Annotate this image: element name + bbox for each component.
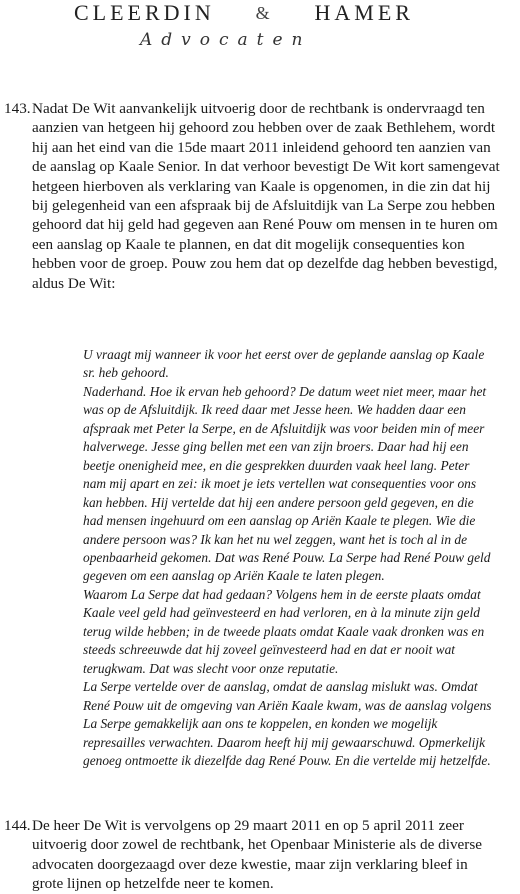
testimony-quote bbox=[83, 346, 493, 770]
firm-name bbox=[74, 0, 414, 26]
firm-name-left: CLEERDIN bbox=[74, 0, 215, 25]
firm-name-right: HAMER bbox=[314, 0, 414, 25]
paragraph-144 bbox=[0, 816, 500, 894]
quote-paragraph: U vraagt mij wanneer ik voor het eerst over de geplande aanslag op Kaale sr. heb gehoord. bbox=[83, 347, 485, 381]
quote-paragraph: Waarom La Serpe dat had gedaan? Volgens hem in de eerste plaats omdat Kaale veel geld had geïnvesteerd en had verloren, en à la minute zijn geld terug wilde hebben; in de tweede plaats omdat Kaale vaak dronken was en steeds schreeuwde dat hij zoveel geïnvesteerd had en dat er nooit wat terugkwam. Dat was slecht voor onze reputatie. bbox=[83, 586, 485, 676]
paragraph-143 bbox=[0, 99, 500, 293]
letterhead bbox=[0, 0, 520, 56]
quote-paragraph: Naderhand. Hoe ik ervan heb gehoord? De datum weet niet meer, maar het was op de Afsluitdijk. Ik reed daar met Jesse heen. We hadden daar een afspraak met Peter la Serpe, en de Afsluitdijk was voor beiden min of meer halverwege. Jesse ging bellen met een van zijn broers. Daar had hij een beetje onenigheid mee, en die gesprekken duurden vaak heel lang. Peter nam mij apart en zei: ik moet je iets vertellen wat consequenties voor ons kan hebben. Hij vertelde dat hij een andere persoon geld gegeven, en die had mensen ingehuurd om een aanslag op Ariën Kaale te plegen. Wie die andere persoon was? Ik kan het nu wel zeggen, want het is toch al in de openbaarheid gekomen. Dat was René Pouw. La Serpe had René Pouw geld gegeven om een aanslag op Ariën Kaale te laten plegen. bbox=[83, 383, 491, 584]
quote-paragraph: La Serpe vertelde over de aanslag, omdat de aanslag mislukt was. Omdat René Pouw uit de omgeving van Ariën Kaale kwam, was de aanslag volgens La Serpe gemakkelijk aan ons te koppelen, en konden we mogelijk represailles verwachten. Daarom heeft hij mij gewaarschuwd. Opmerkelijk genoeg ontmoette ik diezelfde dag René Pouw. En die vertelde mij hetzelfde. bbox=[83, 679, 492, 768]
firm-logo-icon: & bbox=[255, 2, 274, 23]
paragraph-number: 144. bbox=[4, 817, 31, 834]
paragraph-text: Nadat De Wit aanvankelijk uitvoerig door de rechtbank is ondervraagd ten aanzien van hetgeen hij gehoord zou hebben over de zaak Bethlehem, wordt hij aan het eind van die 15de maart 2011 inleidend gehoord ten aanzien van de aanslag op Kaale Senior. In dat verhoor bevestigt De Wit kort samengevat hetgeen hierboven als verklaring van Kaale is opgenomen, in die zin dat hij bij gelegenheid van een afspraak bij de Afsluitdijk van La Serpe zou hebben gehoord dat hij geld had gegeven aan René Pouw om mensen in te huren om een aanslag op Kaale te plannen, en dat dit mogelijk consequenties kon hebben voor de groep. Pouw zou hem dat op dezelfde dag hebben bevestigd, aldus De Wit: bbox=[32, 100, 500, 292]
firm-subtitle: Advocaten bbox=[140, 30, 312, 50]
paragraph-text: De heer De Wit is vervolgens op 29 maart 2011 en op 5 april 2011 zeer uitvoerig door zowel de rechtbank, het Openbaar Ministerie als de diverse advocaten doorgezaagd over deze kwestie, maar zijn verklaring bleef in grote lijnen op hetzelfde neer te komen. bbox=[32, 817, 482, 893]
paragraph-number: 143. bbox=[4, 100, 31, 117]
